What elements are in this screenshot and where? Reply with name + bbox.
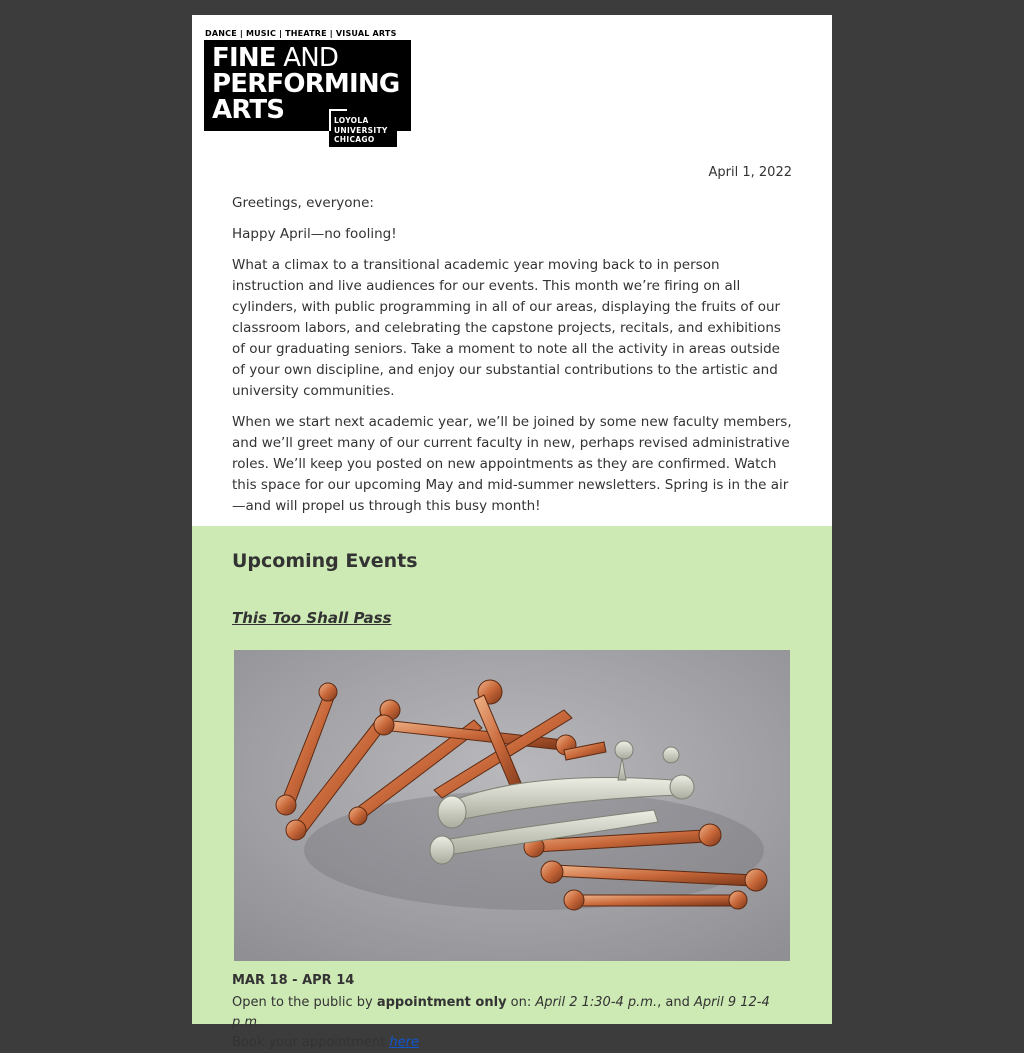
newsletter-email	[192, 15, 832, 1050]
logo-line-3: ARTS	[212, 95, 285, 125]
logo-tab-accent	[329, 109, 347, 111]
fine-performing-arts-logo[interactable]	[204, 29, 414, 149]
logo-loyola: LOYOLA	[334, 116, 369, 125]
bones-illustration	[234, 650, 790, 961]
logo-university-word: UNIVERSITY	[334, 125, 388, 135]
time-slot-2: April 9 12-4 p.m.	[232, 995, 770, 1030]
logo-line-1	[212, 45, 338, 71]
time-slot-1: April 2 1:30-4 p.m.	[535, 995, 658, 1010]
logo-disciplines: DANCE | MUSIC | THEATRE | VISUAL ARTS	[205, 29, 397, 38]
booking-link[interactable]: here	[389, 1035, 419, 1050]
newsletter-date: April 1, 2022	[708, 165, 792, 180]
events-heading: Upcoming Events	[232, 550, 418, 572]
upcoming-events-section	[192, 526, 832, 1050]
greeting: Greetings, everyone:	[232, 195, 374, 211]
booking-prefix: Book your appointment	[232, 1035, 390, 1050]
event-hours-line	[232, 993, 802, 1033]
logo-university	[334, 116, 388, 145]
event-description	[232, 993, 802, 1053]
appointment-only: appointment only	[376, 995, 507, 1010]
opener: Happy April—no fooling!	[232, 226, 397, 242]
logo-line-2: PERFORMING	[212, 69, 400, 99]
event-title-link[interactable]: This Too Shall Pass	[232, 609, 392, 627]
logo-chicago: CHICAGO	[334, 135, 375, 144]
hours-prefix: Open to the public by	[232, 995, 377, 1010]
hours-and: , and	[657, 995, 694, 1010]
logo-fine: FINE	[212, 43, 276, 73]
event-image-copper-bones[interactable]	[234, 650, 790, 961]
intro-paragraph-1: What a climax to a transitional academic year moving back to in person instruction and live audiences for our events. This month we’re firing on all cylinders, with public programming in all of our areas, displaying the fruits of our classroom labors, and celebrating the capstone projects, recitals, and exhibitions of our graduating seniors. Take a moment to note all the activity in areas outside of your own discipline, and enjoy our substantial contributions to the artistic and university communities.	[232, 257, 781, 399]
logo-tab-accent-vertical	[329, 109, 331, 131]
hours-on: on:	[506, 995, 536, 1010]
event-dates: MAR 18 - APR 14	[232, 973, 355, 988]
intro-paragraph-2: When we start next academic year, we’ll be joined by some new faculty members, and we’ll greet many of our current faculty in new, perhaps revised administrative roles. We’ll keep you posted on new appointments as they are confirmed. Watch this space for our upcoming May and mid-summer newsletters. Spring is in the air—and will propel us through this busy month!	[232, 414, 792, 514]
logo-and: AND	[275, 43, 339, 73]
event-booking-line	[232, 1033, 802, 1053]
intro-letter	[232, 193, 794, 527]
